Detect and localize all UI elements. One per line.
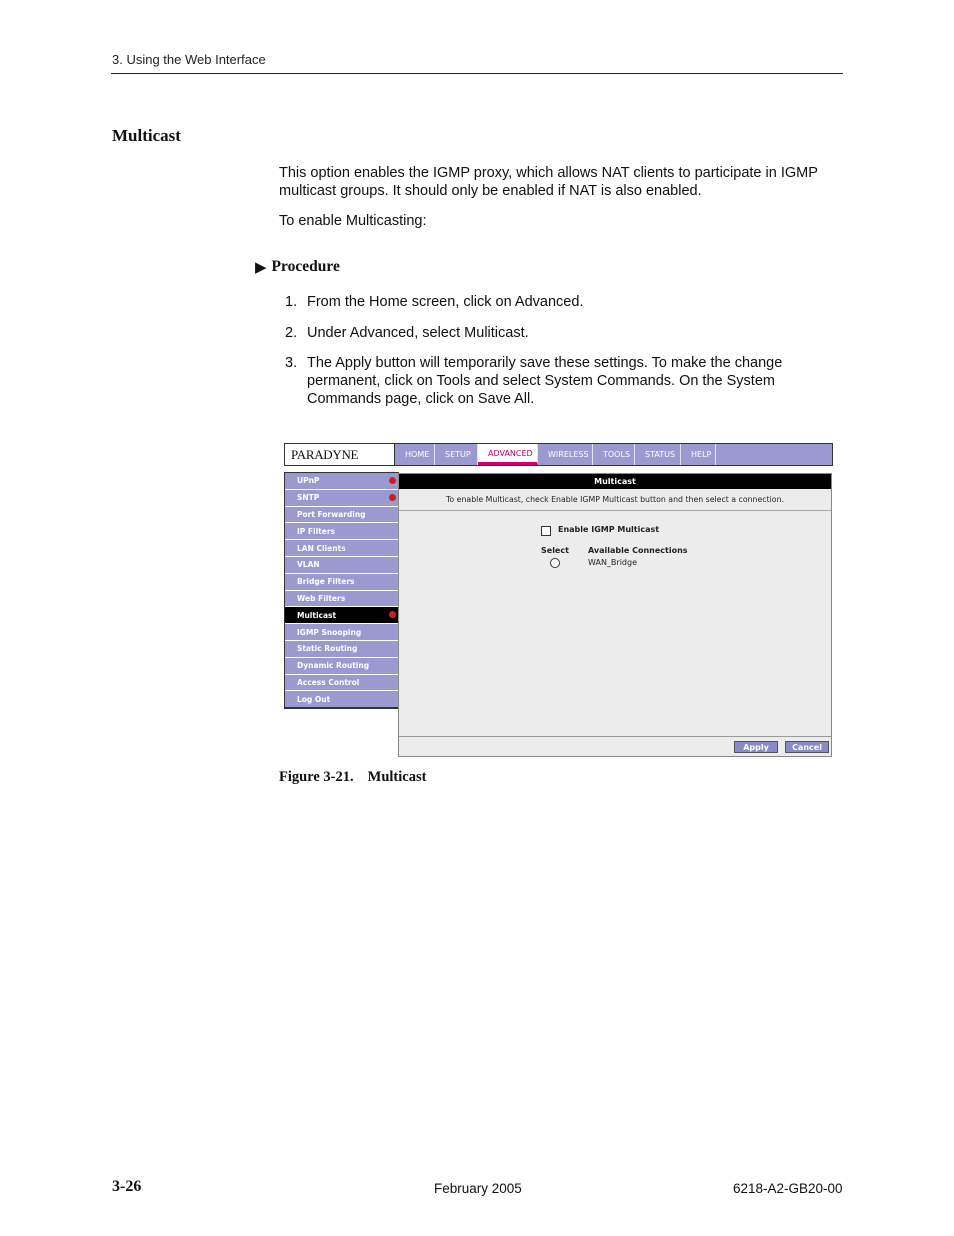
running-header: 3. Using the Web Interface [112, 52, 266, 67]
procedure-heading [255, 258, 340, 276]
sidebar-item-igmp-snooping[interactable] [285, 624, 398, 641]
connection-radio[interactable] [550, 558, 560, 568]
step-text: From the Home screen, click on Advanced. [307, 294, 584, 310]
procedure-step [285, 324, 830, 342]
step-text: The Apply button will temporarily save these settings. To make the change permanent, click on Tools and select System Commands. On the System Commands page, click on Save All. [307, 355, 783, 407]
sidebar-item-label: IP Filters [297, 526, 335, 536]
apply-button[interactable]: Apply [734, 741, 778, 753]
tab-setup[interactable]: SETUP [435, 444, 478, 465]
procedure-steps [285, 293, 830, 421]
panel-title: Multicast [399, 474, 831, 489]
figure-caption [279, 769, 426, 786]
sidebar-item-sntp[interactable] [285, 490, 398, 507]
sidebar-item-label: SNTP [297, 493, 320, 503]
divider [399, 510, 831, 511]
sidebar-item-label: IGMP Snooping [297, 627, 362, 637]
sidebar-item-bridge-filters[interactable] [285, 574, 398, 591]
sidebar-item-static-routing[interactable] [285, 641, 398, 658]
step-number: 1. [285, 294, 298, 310]
lead-paragraph: To enable Multicasting: [279, 213, 427, 229]
procedure-step [285, 293, 830, 311]
alert-dot-icon [389, 494, 396, 501]
top-nav-bar [284, 443, 833, 466]
caption-title: Multicast [367, 769, 427, 785]
sidebar-item-label: Dynamic Routing [297, 661, 370, 671]
section-title: Multicast [112, 126, 181, 145]
sidebar-item-web-filters[interactable] [285, 591, 398, 608]
tab-wireless[interactable]: WIRELESS [538, 444, 593, 465]
sidebar-item-ip-filters[interactable] [285, 523, 398, 540]
sidebar [284, 472, 399, 709]
enable-igmp-checkbox[interactable] [541, 526, 551, 536]
tab-help[interactable]: HELP [681, 444, 716, 465]
alert-dot-icon [389, 477, 396, 484]
connections-column-header: Available Connections [588, 546, 688, 555]
procedure-arrow-icon: ▶ [255, 258, 267, 276]
sidebar-item-label: Multicast [297, 610, 337, 620]
sidebar-item-label: Log Out [297, 694, 331, 704]
document-id: 6218-A2-GB20-00 [733, 1181, 843, 1196]
connection-name: WAN_Bridge [588, 558, 638, 567]
sidebar-item-multicast[interactable] [285, 607, 398, 624]
caption-label: Figure 3-21. [279, 769, 354, 785]
sidebar-item-label: Web Filters [297, 593, 346, 603]
sidebar-item-vlan[interactable] [285, 557, 398, 574]
sidebar-item-upnp[interactable] [285, 473, 398, 490]
enable-igmp-label: Enable IGMP Multicast [558, 525, 660, 534]
sidebar-item-label: Bridge Filters [297, 577, 355, 587]
step-number: 2. [285, 324, 298, 341]
divider [399, 736, 831, 737]
sidebar-item-label: UPnP [297, 476, 320, 486]
alert-dot-icon [389, 611, 396, 618]
tab-home[interactable]: HOME [395, 444, 435, 465]
page-number: 3-26 [112, 1178, 142, 1195]
step-number: 3. [285, 355, 298, 371]
sidebar-item-access-control[interactable] [285, 675, 398, 692]
header-rule [111, 73, 843, 74]
sidebar-item-port-forwarding[interactable] [285, 507, 398, 524]
tab-tools[interactable]: TOOLS [593, 444, 635, 465]
figure-screenshot [284, 443, 833, 758]
sidebar-item-label: Access Control [297, 677, 360, 687]
footer-date: February 2005 [434, 1181, 522, 1196]
step-text: Under Advanced, select Muliticast. [307, 324, 529, 341]
sidebar-item-label: LAN Clients [297, 543, 346, 553]
sidebar-item-dynamic-routing[interactable] [285, 658, 398, 675]
cancel-button[interactable]: Cancel [785, 741, 829, 753]
content-panel [398, 473, 832, 757]
sidebar-item-label: Static Routing [297, 644, 358, 654]
sidebar-item-log-out[interactable] [285, 691, 398, 707]
panel-instruction: To enable Multicast, check Enable IGMP Multicast button and then select a connection. [446, 495, 784, 504]
sidebar-item-label: VLAN [297, 560, 320, 570]
sidebar-item-lan-clients[interactable] [285, 540, 398, 557]
tab-advanced[interactable]: ADVANCED [478, 444, 538, 465]
paradyne-logo: PARADYNE [285, 444, 395, 465]
procedure-label: Procedure [271, 258, 340, 275]
procedure-step [285, 354, 830, 408]
intro-paragraph: This option enables the IGMP proxy, which allows NAT clients to participate in IGMP multicast groups. It should only be enabled if NAT is also enabled. [279, 165, 818, 199]
sidebar-item-label: Port Forwarding [297, 509, 366, 519]
tab-status[interactable]: STATUS [635, 444, 681, 465]
select-column-header: Select [541, 546, 569, 555]
